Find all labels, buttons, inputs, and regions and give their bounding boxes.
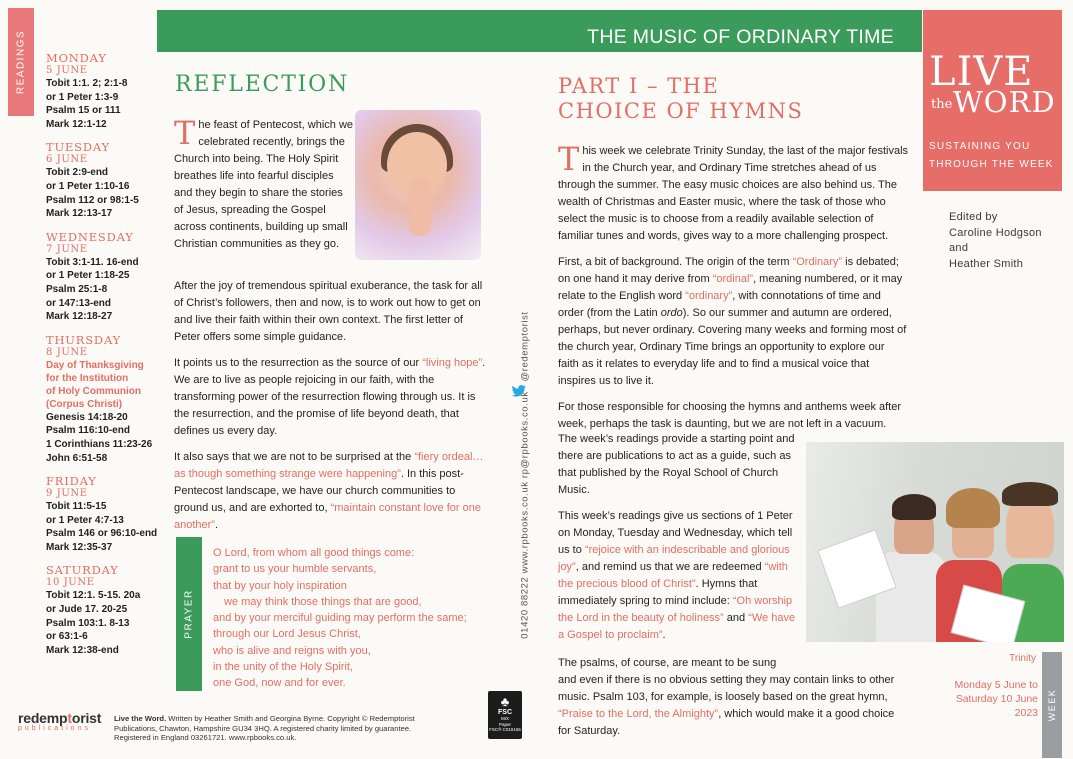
editors-line: and <box>949 242 969 254</box>
part-closing <box>558 655 908 740</box>
part-paragraph: This week’s readings give us sections of 1 Peter on Monday, Tuesday and Wednesday, which tell us to “rejoice with an indescribable and glorious joy”, and remind us that we are redeemed “with the precious blood of Christ”. Hymns that immediately spring to mind include: “Oh worship the Lord in the beauty of holiness” and “We have a Gospel to proclaim”. <box>558 510 796 641</box>
week-dates-line: Saturday 10 June <box>955 693 1038 705</box>
part-paragraph: The week’s readings provide a starting point and there are publications to act as a guide, such as that published by the Royal School of Church Music. <box>558 433 795 496</box>
contact-strip <box>515 295 535 655</box>
week-dates <box>942 678 1038 720</box>
scripture-reference: Mark 12:35-37 <box>46 541 113 553</box>
scripture-reference: John 6:51-58 <box>46 452 108 464</box>
reflection-paragraph: It points us to the resurrection as the source of our “living hope”. We are to live as people rejoicing in our faith, with the transforming power of the resurrection flowing through us. It is the resurrection, and the promise of life beyond death, that defines us every day. <box>174 357 486 437</box>
day-date: 5 JUNE <box>46 65 88 76</box>
part-paragraph: and even if there is no obvious setting they may contain links to other music. Psalm 103, for example, is loosely based on the great hymn, “Praise to the Lord, the Almighty”, which would make it a good choice for Saturday. <box>558 674 895 737</box>
scripture-reference: Tobit 12:1. 5-15. 20a <box>46 590 141 602</box>
scripture-reference: 1 Corinthians 11:23-26 <box>46 438 153 450</box>
day-name: TUESDAY <box>46 140 110 155</box>
editors-credit <box>949 210 1042 272</box>
prayer-line: who is alive and reigns with you, <box>213 644 371 657</box>
day-date: 10 JUNE <box>46 577 95 589</box>
scripture-reference: Psalm 15 or 111 <box>46 105 121 117</box>
scripture-reference: or 63:1-6 <box>46 631 88 643</box>
reflection-intro <box>174 114 354 253</box>
scripture-reference: Mark 12:13-17 <box>46 208 113 220</box>
prayer-line: one God, now and for ever. <box>213 677 346 690</box>
prayer-line: O Lord, from whom all good things come: <box>213 547 415 559</box>
reading-day <box>46 140 171 220</box>
prayer-text <box>213 545 513 692</box>
scripture-reference: Psalm 25:1-8 <box>46 283 108 295</box>
logo-subline: publications <box>18 725 91 732</box>
part-heading <box>558 74 803 124</box>
readings-tab-label: READINGS <box>15 29 27 95</box>
part-paragraph: This week we celebrate Trinity Sunday, the last of the major festivals in the Church year, and Ordinary Time stretches ahead of us through the summer. The easy music choices are also behind us. The wealth of Christmas and Easter music, where the task of those who select the music is to choose from a readily available selection of familiar tunes and words, gives way to a more challenging prospect. <box>558 140 909 242</box>
liturgical-season: Trinity <box>1009 653 1036 664</box>
week-tab-label: WEEK <box>1047 688 1057 722</box>
feast-note: (Corpus Christi) <box>46 398 123 410</box>
day-date: 8 JUNE <box>46 346 88 358</box>
reading-day <box>46 474 171 554</box>
reflection-paragraph: After the joy of tremendous spiritual exuberance, the task for all of Christ’s followers, then and now, is to work out how to get on and live their faith within their own context. The first letter of Peter offers some simple guidance. <box>174 280 483 343</box>
scripture-quote: “fiery ordeal… as though something strange were happening” <box>174 451 484 480</box>
brand-tagline <box>929 138 1054 174</box>
reflection-body <box>174 278 492 543</box>
header-bar <box>157 10 922 52</box>
scripture-quote: “living hope” <box>422 357 483 369</box>
logo-wordmark: redemptorist <box>18 710 102 726</box>
prayer-line: grant to us your humble servants, <box>213 563 377 576</box>
prayer-line: in the unity of the Holy Spirit, <box>213 661 354 674</box>
children-choir-photo <box>806 442 1064 642</box>
copyright-credits: Live the Word. Written by Heather Smith and Georgina Byrne. Copyright © Redemptorist Publications, Chawton, Hampshire GU34 3HQ. A registered charity limited by guarantee. Registered in England 03261721. www.rpbooks.co.uk. <box>114 714 415 742</box>
prayer-tab-label: PRAYER <box>183 589 195 639</box>
reading-day <box>46 563 171 657</box>
part-narrow-column <box>558 431 798 653</box>
week-dates-line: 2023 <box>1014 707 1038 719</box>
week-dates-line: Monday 5 June to <box>954 679 1038 691</box>
day-name: MONDAY <box>46 51 107 65</box>
reading-day <box>46 333 171 465</box>
part-paragraph: First, a bit of background. The origin of the term “Ordinary” is debated; on one hand it may derive from “ordinal”, meaning numbered, or it may relate to the English word “ordinary”, with connotations of time and order (from the Latin ordo). So our summer and autumn are ordered, perhaps, but never ordinary. Covering many weeks and forming most of the church year, Ordinary Time brings an opportunity to explore our faith as it relates to everyday life and to find a musical voice that inspires us to live it. <box>558 256 907 387</box>
scripture-reference: Mark 12:1-12 <box>46 118 107 130</box>
reading-day <box>46 51 171 131</box>
scripture-reference: Tobit 2:9-end <box>46 167 109 179</box>
part-paragraph: The psalms, of course, are meant to be sung <box>558 657 777 669</box>
scripture-reference: Tobit 11:5-15 <box>46 501 107 513</box>
scripture-reference: Psalm 112 or 98:1-5 <box>46 194 139 206</box>
readings-tab <box>8 8 34 116</box>
scripture-reference: or 1 Peter 1:10-16 <box>46 180 130 192</box>
prayer-tab <box>176 537 202 691</box>
feast-note: for the Institution <box>46 372 129 384</box>
scripture-reference: Tobit 1:1. 2; 2:1-8 <box>46 78 128 89</box>
scripture-reference: Genesis 14:18-20 <box>46 411 128 423</box>
scripture-reference: Psalm 116:10-end <box>46 425 130 437</box>
day-name: FRIDAY <box>46 474 97 489</box>
day-name: WEDNESDAY <box>46 229 134 244</box>
brand-tagline-2: THROUGH THE WEEK <box>929 159 1054 170</box>
day-name: THURSDAY <box>46 332 121 347</box>
prayer-line: we may think those things that are good, <box>224 595 422 608</box>
day-date: 6 JUNE <box>46 154 88 166</box>
part-body <box>558 140 909 442</box>
praying-girl-photo <box>355 110 481 260</box>
day-name: SATURDAY <box>46 563 119 578</box>
day-date: 7 JUNE <box>46 243 88 255</box>
scripture-reference: or 1 Peter 4:7-13 <box>46 514 124 526</box>
brand-box <box>923 10 1062 191</box>
redemptorist-logo <box>18 710 113 732</box>
scripture-reference: Tobit 3:1-11. 16-end <box>46 256 139 268</box>
brand-tagline-1: SUSTAINING YOU <box>929 141 1031 152</box>
brand-live: LIVE <box>929 49 1034 95</box>
part-paragraph: For those responsible for choosing the hymns and anthems week after week, perhaps the task is daunting, but we are not left in a vacuum. <box>558 401 902 430</box>
brand-word: WORD <box>953 85 1056 119</box>
day-date: 9 JUNE <box>46 488 88 500</box>
prayer-line: through our Lord Jesus Christ, <box>213 628 361 641</box>
tree-icon: ♣ <box>500 694 510 709</box>
scripture-reference: or 1 Peter 1:18-25 <box>46 270 130 282</box>
editors-line: Heather Smith <box>949 257 1024 270</box>
part-heading-line: PART I – THE <box>558 74 720 98</box>
fsc-logo: ♣ FSC MIX Paper FSC® C015166 <box>488 691 522 739</box>
week-tab <box>1042 652 1062 758</box>
scripture-reference: or Jude 17. 20-25 <box>46 604 128 616</box>
feast-note: Day of Thanksgiving <box>46 359 144 371</box>
brand-the: the <box>931 97 953 112</box>
contact-text: 01420 88222 www.rpbooks.co.uk rp@rpbooks.co.uk @redemptorist <box>519 311 531 639</box>
dropcap: T <box>174 114 196 152</box>
prayer-line: that by your holy inspiration <box>213 579 347 592</box>
scripture-quote: “maintain constant love for one another” <box>174 502 481 531</box>
scripture-reference: Psalm 146 or 96:10-end <box>46 528 158 540</box>
editors-line: Caroline Hodgson <box>949 226 1042 239</box>
readings-list <box>46 51 171 666</box>
reflection-heading: REFLECTION <box>175 72 350 97</box>
part-heading-line: CHOICE OF HYMNS <box>558 99 804 123</box>
scripture-reference: or 147:13-end <box>46 297 112 309</box>
scripture-reference: or 1 Peter 1:3-9 <box>46 91 119 103</box>
feast-note: of Holy Communion <box>46 385 141 397</box>
reading-day <box>46 230 171 324</box>
reflection-intro-text: he feast of Pentecost, which we celebrated recently, brings the Church into being. The Holy Spirit breathes life into fearful disciples and they begin to share the stories of Jesus, spreading the Gospel across continents, building up small Christian communities as they go. <box>174 119 354 250</box>
editors-line: Edited by <box>949 211 998 223</box>
scripture-reference: Mark 12:18-27 <box>46 311 113 323</box>
page-title: THE MUSIC OF ORDINARY TIME <box>587 26 894 48</box>
scripture-reference: Psalm 103:1. 8-13 <box>46 617 130 629</box>
scripture-reference: Mark 12:38-end <box>46 644 119 656</box>
prayer-line: and by your merciful guiding may perform the same; <box>213 612 467 625</box>
twitter-bird-icon <box>512 385 526 397</box>
reflection-paragraph: It also says that we are not to be surprised at the “fiery ordeal… as though something strange were happening”. In this post-Pentecost landscape, we have our church communities to ground us, and are exhorted to, “maintain constant love for one another”. <box>174 451 484 531</box>
dropcap: T <box>558 140 580 178</box>
